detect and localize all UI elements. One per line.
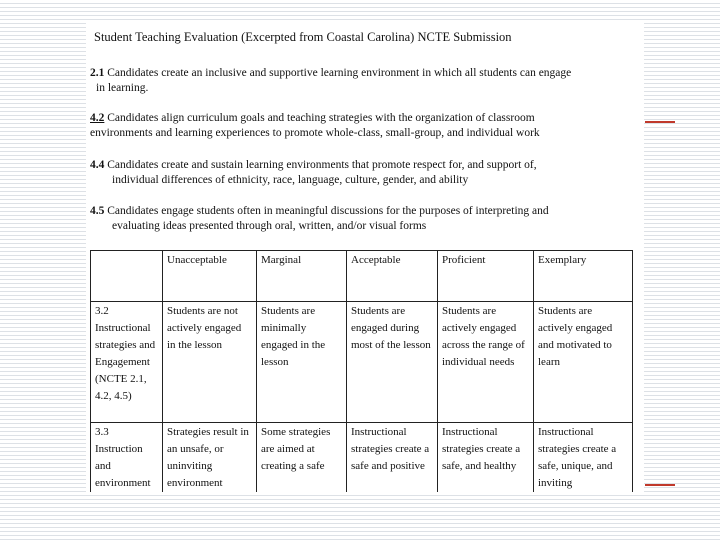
table-cell: Students are minimally engaged in the lesson <box>257 302 347 423</box>
standard-number: 2.1 <box>90 67 105 79</box>
header-cell: Proficient <box>438 251 534 302</box>
standard-text-continued: individual differences of ethnicity, race, language, culture, gender, and ability <box>112 174 469 186</box>
table-cell: Students are actively engaged across the range of individual needs <box>438 302 534 423</box>
header-cell: Unacceptable <box>163 251 257 302</box>
table-cell: Some strategies are aimed at creating a safe <box>257 423 347 493</box>
table-row <box>91 423 633 493</box>
rubric-table <box>90 250 633 492</box>
table-header-row <box>91 251 633 302</box>
standard-4-4 <box>90 158 640 188</box>
standard-2-1 <box>90 66 640 96</box>
standard-text: Candidates engage students often in meaningful discussions for the purposes of interpreting and <box>107 205 549 217</box>
table-cell: Instructional strategies create a safe, and healthy <box>438 423 534 493</box>
standard-4-5 <box>90 204 640 234</box>
table-row <box>91 302 633 423</box>
table-cell: Instructional strategies create a safe and positive <box>347 423 438 493</box>
table-cell: 3.3 Instruction and environment <box>91 423 163 493</box>
document-title: Student Teaching Evaluation (Excerpted from Coastal Carolina) NCTE Submission <box>94 30 512 44</box>
standard-number: 4.5 <box>90 205 105 217</box>
header-cell <box>91 251 163 302</box>
standard-number: 4.2 <box>90 112 105 124</box>
standard-number: 4.4 <box>90 159 105 171</box>
decorative-red-line-bottom <box>645 484 675 486</box>
standard-text-continued: evaluating ideas presented through oral, written, and/or visual forms <box>112 220 427 232</box>
header-cell: Marginal <box>257 251 347 302</box>
header-cell: Acceptable <box>347 251 438 302</box>
table-cell: Strategies result in an unsafe, or uninviting environment <box>163 423 257 493</box>
standard-text-continued: environments and learning experiences to promote whole-class, small-group, and individual work <box>90 127 540 139</box>
standard-text: Candidates create an inclusive and supportive learning environment in which all students can engage <box>107 67 572 79</box>
table-cell: Instructional strategies create a safe, unique, and inviting <box>534 423 633 493</box>
document-page <box>86 22 644 492</box>
table-cell: Students are actively engaged and motivated to learn <box>534 302 633 423</box>
table-cell: Students are not actively engaged in the lesson <box>163 302 257 423</box>
decorative-red-line-top <box>645 121 675 123</box>
header-cell: Exemplary <box>534 251 633 302</box>
standard-4-2 <box>90 111 640 141</box>
table-cell: 3.2 Instructional strategies and Engagement (NCTE 2.1, 4.2, 4.5) <box>91 302 163 423</box>
standard-text-continued: in learning. <box>96 82 149 94</box>
standard-text: Candidates align curriculum goals and teaching strategies with the organization of classroom <box>107 112 535 124</box>
table-cell: Students are engaged during most of the lesson <box>347 302 438 423</box>
standard-text: Candidates create and sustain learning environments that promote respect for, and support of, <box>107 159 537 171</box>
